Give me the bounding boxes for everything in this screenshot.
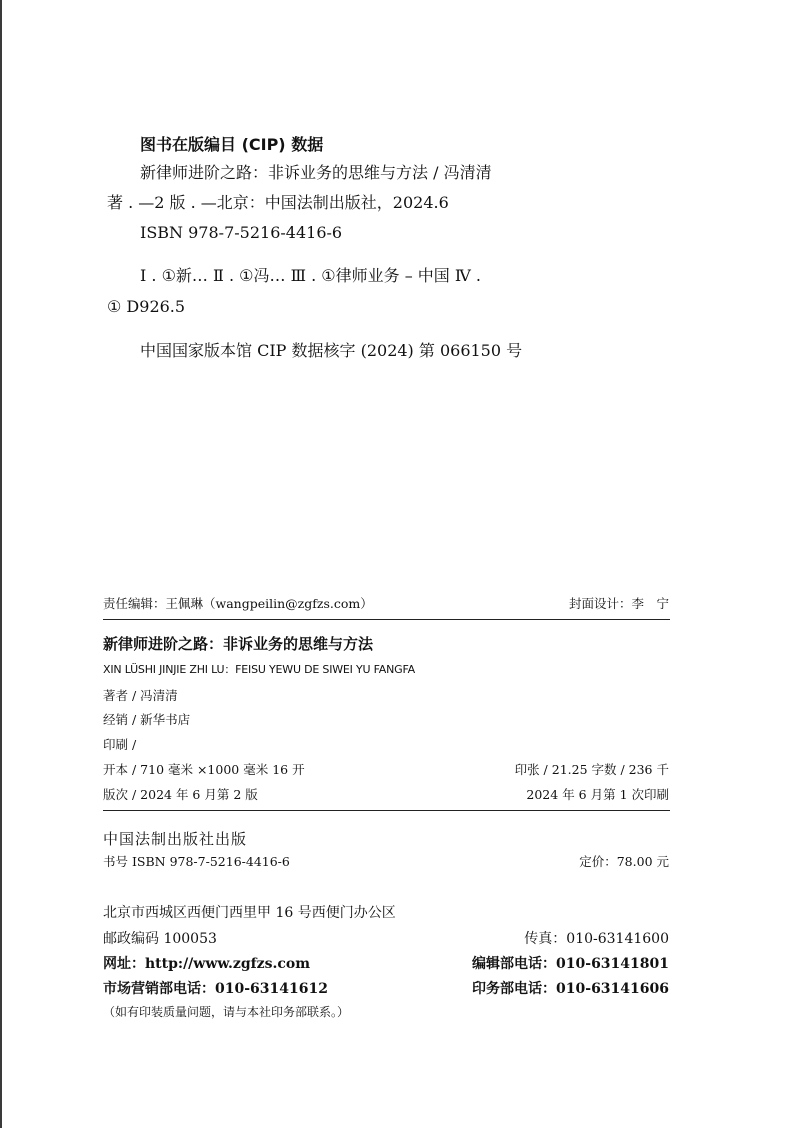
- cip-heading: 图书在版编目 (CIP) 数据: [140, 135, 324, 154]
- divider-top: [103, 619, 670, 620]
- marketing-phone: 市场营销部电话：010-63141612: [103, 981, 328, 997]
- book-title: 新律师进阶之路：非诉业务的思维与方法: [103, 635, 374, 653]
- book-number: 书号 ISBN 978-7-5216-4416-6: [103, 854, 290, 869]
- book-title-pinyin: XIN LÜSHI JINJIE ZHI LU：FEISU YEWU DE SIWEI YU FANGFA: [103, 663, 415, 676]
- price: 定价：78.00 元: [579, 854, 669, 869]
- website: 网址：http://www.zgfzs.com: [103, 956, 311, 972]
- cover-designer: 封面设计：李 宁: [568, 596, 669, 611]
- cip-line-1: 新律师进阶之路：非诉业务的思维与方法 / 冯清清: [140, 163, 492, 182]
- cip-classification-2: ① D926.5: [107, 297, 186, 316]
- book-distributor: 经销 / 新华书店: [103, 712, 191, 727]
- cip-record-number: 中国国家版本馆 CIP 数据核字 (2024) 第 066150 号: [140, 341, 523, 360]
- page-edge: [0, 0, 2, 1128]
- book-printing: 2024 年 6 月第 1 次印刷: [526, 787, 669, 802]
- postcode: 邮政编码 100053: [103, 931, 217, 947]
- editorial-phone: 编辑部电话：010-63141801: [472, 956, 669, 972]
- publisher-name: 中国法制出版社出版: [103, 830, 248, 848]
- printing-dept-phone: 印务部电话：010-63141606: [472, 981, 669, 997]
- book-format: 开本 / 710 毫米 ×1000 毫米 16 开: [103, 762, 305, 777]
- book-author: 著者 / 冯清清: [103, 688, 178, 703]
- cip-line-2: 著 . —2 版 . —北京：中国法制出版社，2024.6: [107, 193, 449, 212]
- publisher-address: 北京市西城区西便门西里甲 16 号西便门办公区: [103, 905, 396, 921]
- quality-notice: （如有印装质量问题，请与本社印务部联系。）: [103, 1005, 350, 1019]
- book-edition: 版次 / 2024 年 6 月第 2 版: [103, 787, 258, 802]
- fax: 传真：010-63141600: [524, 931, 669, 947]
- cip-isbn: ISBN 978-7-5216-4416-6: [140, 223, 343, 242]
- divider-bottom: [103, 810, 670, 811]
- book-printer: 印刷 /: [103, 737, 137, 752]
- cip-classification-1: Ⅰ . ①新… Ⅱ . ①冯… Ⅲ . ①律师业务 – 中国 Ⅳ .: [140, 266, 482, 285]
- book-sheets-words: 印张 / 21.25 字数 / 236 千: [514, 762, 669, 777]
- responsible-editor: 责任编辑：王佩琳（wangpeilin@zgfzs.com）: [103, 596, 373, 611]
